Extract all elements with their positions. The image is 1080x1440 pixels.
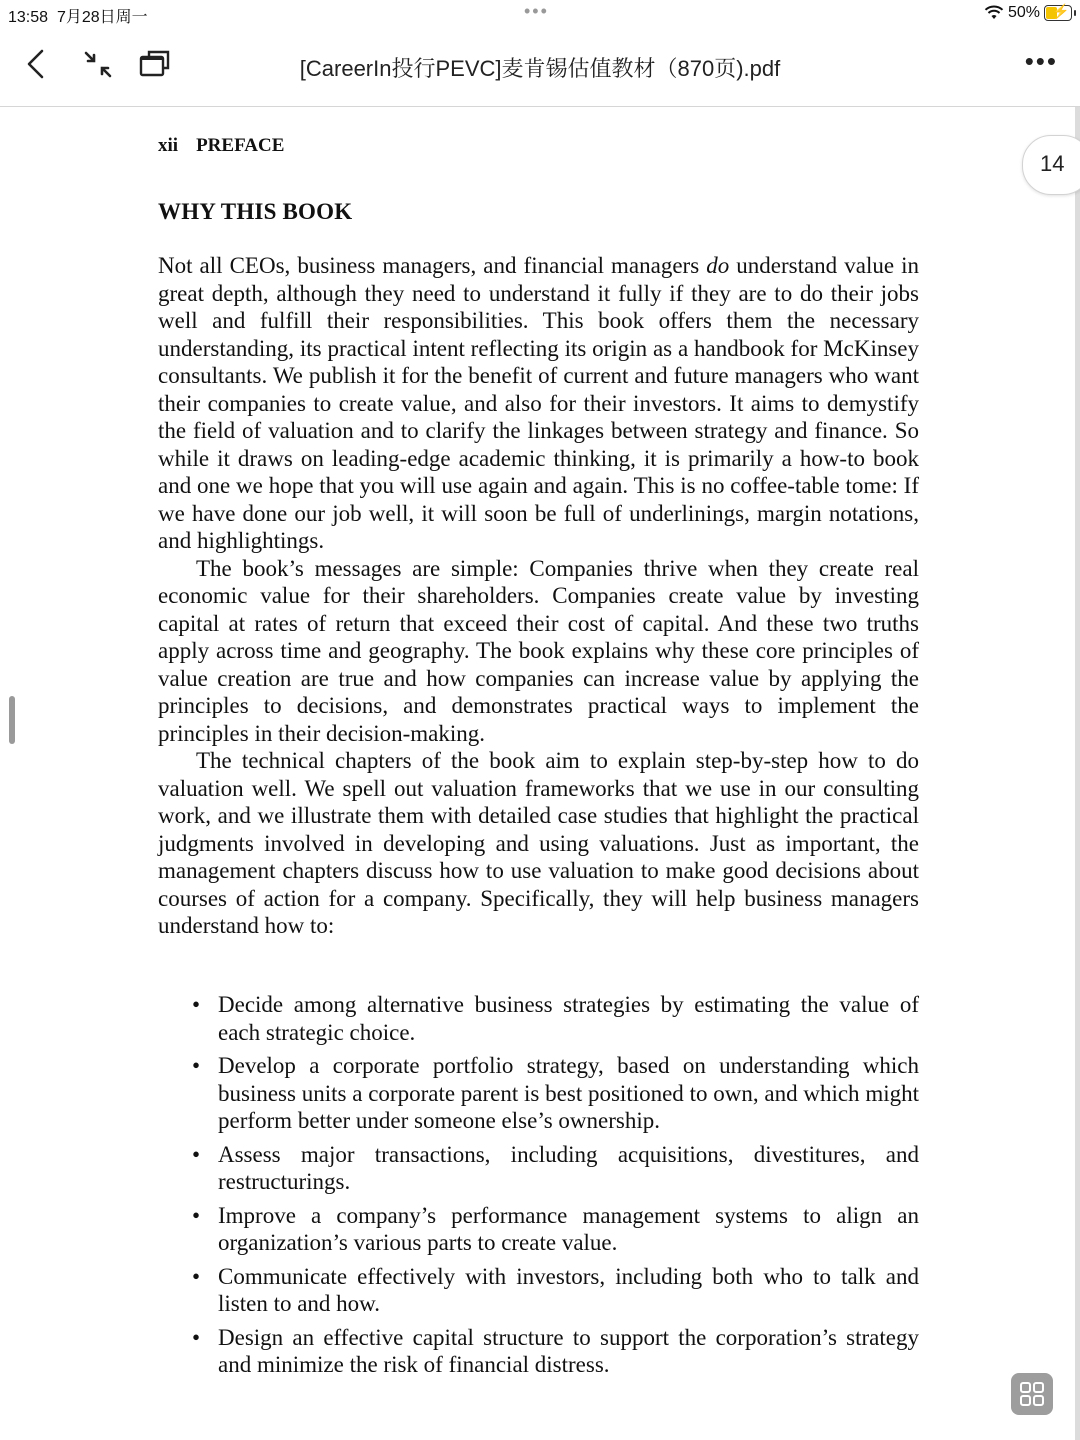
collapse-arrows-icon: [79, 49, 113, 79]
battery-icon: [1044, 5, 1072, 21]
list-item: • Decide among alternative business strategies by estimating the value of each strategic choice.: [190, 991, 919, 1046]
body-text: [158, 252, 919, 940]
toolbar: [0, 28, 1080, 107]
clock-time: 13:58: [8, 9, 49, 26]
grid-icon: [1019, 1381, 1045, 1407]
paragraph-1-rest: understand value in great depth, although they need to understand it fully if they are to do their jobs well and fulfill their responsibilities. This book offers them the necessary understanding, its practical intent reflecting its origin as a handbook for McKinsey consultants. We publish it for the benefit of current and future managers who want their companies to create value, and also for their investors. It aims to demystify the field of valuation and to clarify the linkages between strategy and finance. So while it draws on leading-edge academic thinking, it is primarily a how-to book and one we hope that you will use again and again. This is no coffee-table tome: If we have done our job well, it will soon be full of underlinings, margin notations, and highlightings.: [158, 253, 919, 553]
battery-percent: 50%: [1007, 4, 1040, 21]
list-item: • Assess major transactions, including acquisitions, divestitures, and restructurings.: [190, 1141, 919, 1196]
chevron-left-icon: [25, 49, 47, 79]
list-item: • Improve a company’s performance management systems to align an organization’s various parts to create value.: [190, 1202, 919, 1257]
paragraph-2: The book’s messages are simple: Companies thrive when they create real economic value for their shareholders. Companies create value by investing capital at rates of return that exceed their cost of capital. And these two truths apply across time and geography. The book explains why these core principles of value creation are true and how companies can increase value by applying the principles to decisions, and demonstrates practical ways to implement the principles in their decision-making.: [158, 555, 919, 746]
pdf-page: [0, 107, 1075, 1440]
window-icon: [137, 49, 171, 79]
paragraph-1: [158, 252, 919, 555]
status-bar: [0, 0, 1080, 28]
list-item: • Design an effective capital structure to support the corporation’s strategy and minimize the risk of financial distress.: [190, 1324, 919, 1379]
paragraph-3: The technical chapters of the book aim to explain step-by-step how to do valuation well. We spell out valuation frameworks that we use in our consulting work, and we illustrate them with detailed case studies that highlight the practical judgments involved in developing and using valuations. Just as important, the management chapters discuss how to use valuation to make good decisions about courses of action for a company. Specifically, they will help business managers understand how to:: [158, 748, 919, 938]
running-head: [158, 135, 284, 157]
charging-bolt-icon: ⚡: [1052, 3, 1070, 19]
status-time: [8, 4, 148, 27]
list-item: • Develop a corporate portfolio strategy, based on understanding which business units a corporate parent is best positioned to own, and which might perform better under someone else’s ownership.: [190, 1052, 919, 1135]
clock-date: 7月28日周一: [56, 9, 148, 26]
thumbnail-grid-button[interactable]: [1011, 1373, 1053, 1415]
section-title: WHY THIS BOOK: [158, 199, 353, 224]
document-title: [CareerIn投行PEVC]麦肯锡估值教材（870页).pdf: [299, 56, 781, 81]
window-button[interactable]: [134, 44, 174, 84]
scroll-handle[interactable]: [9, 696, 15, 744]
paragraph-1-start: Not all CEOs, business managers, and financial managers: [158, 253, 707, 278]
minimize-button[interactable]: [76, 44, 116, 84]
pdf-viewer[interactable]: [0, 107, 1080, 1440]
bullet-list: [190, 991, 919, 1385]
running-head-title: PREFACE: [196, 135, 285, 156]
status-indicators: [984, 4, 1072, 22]
page-number-badge[interactable]: [1022, 135, 1080, 195]
back-button[interactable]: [16, 44, 56, 84]
paragraph-1-emphasis: do: [706, 253, 730, 278]
wifi-icon: [984, 5, 1004, 21]
page-number: 14: [1040, 151, 1065, 176]
page-edge: [1075, 107, 1080, 1440]
running-head-page: xii: [158, 135, 179, 156]
list-item: • Communicate effectively with investors, including both who to talk and listen to and how.: [190, 1263, 919, 1318]
multitask-dots[interactable]: •••: [524, 1, 549, 21]
more-options-button[interactable]: •••: [1024, 46, 1058, 76]
